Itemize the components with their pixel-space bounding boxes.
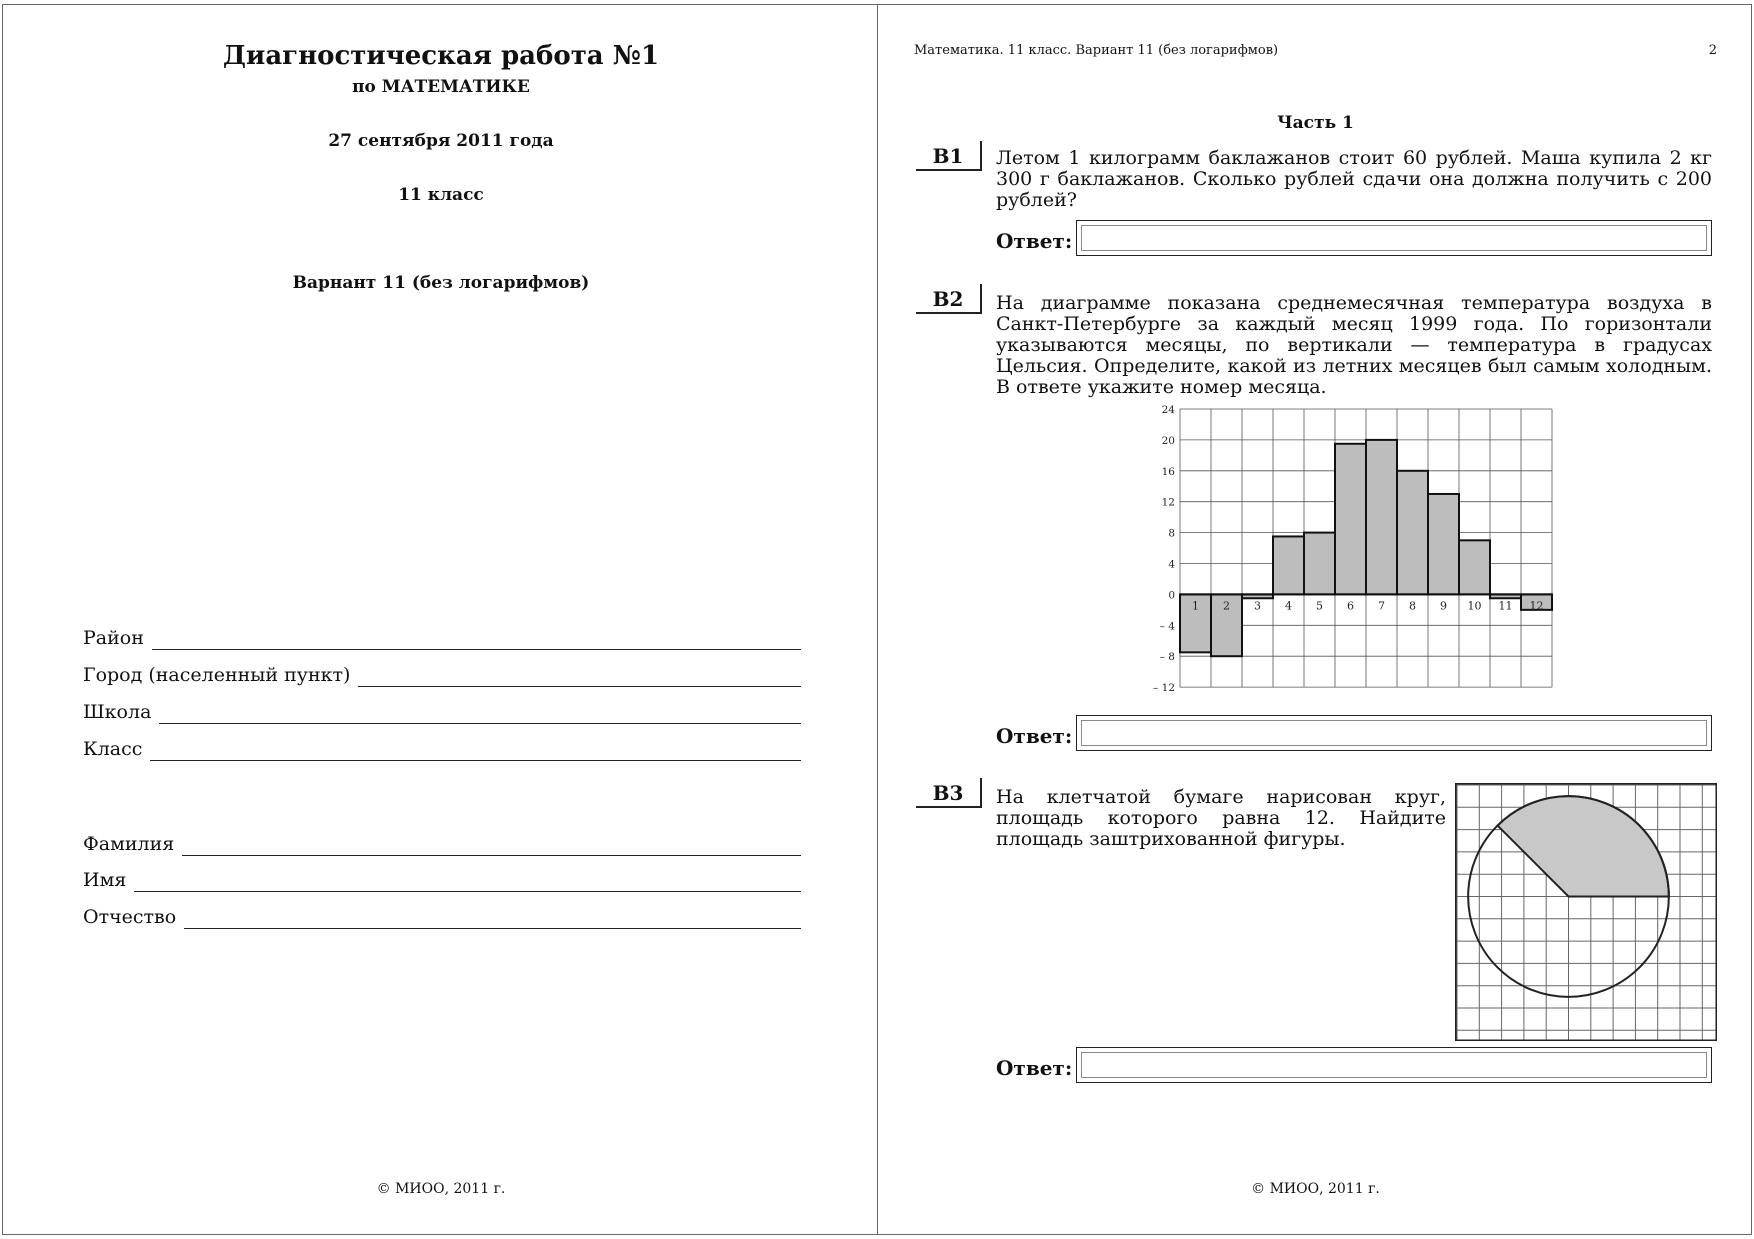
x-tick-label: 9 bbox=[1440, 599, 1447, 613]
document-title: Диагностическая работа №1 bbox=[222, 41, 660, 71]
chart-bar-month-10 bbox=[1459, 540, 1490, 594]
answer-box-b1[interactable] bbox=[1076, 220, 1712, 256]
answer-label-b1: Ответ: bbox=[996, 229, 1073, 253]
field-label: Школа bbox=[83, 701, 152, 723]
field-district[interactable] bbox=[83, 621, 801, 651]
y-tick-label: – 4 bbox=[1159, 620, 1175, 633]
chart-bar-month-9 bbox=[1428, 494, 1459, 594]
y-tick-label: 24 bbox=[1161, 404, 1175, 416]
field-line[interactable] bbox=[134, 890, 801, 892]
field-label: Отчество bbox=[83, 906, 177, 928]
copyright-footer-right: © МИОО, 2011 г. bbox=[1251, 1181, 1380, 1197]
x-tick-label: 3 bbox=[1254, 599, 1261, 613]
x-tick-label: 1 bbox=[1192, 599, 1199, 613]
y-tick-label: 4 bbox=[1168, 558, 1175, 571]
field-patronymic[interactable] bbox=[83, 900, 801, 930]
document-grade: 11 класс bbox=[398, 185, 484, 205]
x-tick-label: 10 bbox=[1467, 599, 1482, 613]
running-header: Математика. 11 класс. Вариант 11 (без логарифмов) bbox=[914, 43, 1279, 58]
copyright-footer: © МИОО, 2011 г. bbox=[376, 1181, 506, 1197]
document-date: 27 сентября 2011 года bbox=[328, 131, 554, 151]
question-label-b2: B2 bbox=[916, 284, 982, 314]
field-label: Имя bbox=[83, 869, 127, 891]
chart-y-tick-labels bbox=[1153, 404, 1175, 694]
field-line[interactable] bbox=[159, 722, 801, 724]
answer-box-b3[interactable] bbox=[1076, 1047, 1712, 1083]
chart-bar-month-5 bbox=[1304, 533, 1335, 595]
field-line[interactable] bbox=[182, 854, 801, 856]
answer-input-b2[interactable] bbox=[1083, 722, 1707, 746]
page-number: 2 bbox=[1708, 43, 1717, 58]
question-text-b1: Летом 1 килограмм баклажанов стоит 60 рублей. Маша купила 2 кг 300 г баклажанов. Сколько рублей сдачи она должна получить с 200 рублей? bbox=[996, 147, 1712, 211]
x-tick-label: 4 bbox=[1285, 599, 1292, 613]
answer-input-b1[interactable] bbox=[1083, 227, 1707, 251]
field-label: Класс bbox=[83, 738, 143, 760]
y-tick-label: 8 bbox=[1168, 527, 1175, 540]
y-tick-label: – 8 bbox=[1159, 651, 1175, 664]
chart-bar-month-7 bbox=[1366, 440, 1397, 595]
answer-box-b2[interactable] bbox=[1076, 715, 1712, 751]
field-class[interactable] bbox=[83, 732, 801, 762]
field-line[interactable] bbox=[150, 759, 801, 761]
circle-grid-figure bbox=[1455, 783, 1717, 1041]
field-line[interactable] bbox=[358, 685, 801, 687]
y-tick-label: 20 bbox=[1161, 434, 1175, 447]
shaded-sector bbox=[1498, 796, 1669, 896]
question-label-b1: B1 bbox=[916, 141, 982, 171]
part-title: Часть 1 bbox=[1277, 113, 1354, 133]
field-line[interactable] bbox=[184, 927, 801, 929]
question-label-b3: B3 bbox=[916, 778, 982, 808]
field-school[interactable] bbox=[83, 695, 801, 725]
cover-page bbox=[2, 4, 878, 1235]
chart-bar-month-4 bbox=[1273, 536, 1304, 594]
x-tick-label: 6 bbox=[1347, 599, 1354, 613]
chart-x-tick-labels bbox=[1192, 599, 1544, 612]
x-tick-label: 8 bbox=[1409, 599, 1416, 613]
y-tick-label: – 12 bbox=[1153, 682, 1175, 695]
answer-label-b3: Ответ: bbox=[996, 1056, 1073, 1080]
answer-input-b3[interactable] bbox=[1083, 1054, 1707, 1078]
field-label: Район bbox=[83, 627, 144, 649]
document-variant: Варнант 11 (без логарифмов) bbox=[292, 273, 590, 293]
field-line[interactable] bbox=[152, 648, 801, 650]
chart-bar-month-6 bbox=[1335, 444, 1366, 595]
answer-label-b2: Ответ: bbox=[996, 724, 1073, 748]
question-text-b2: На диаграмме показана среднемесячная температура воздуха в Санкт-Петербурге за каждый месяц 1999 года. По горизонтали указываются месяцы, по вертикали — температура в градусах Цельсия. Определите, какой из летних месяцев был самым холодным. В ответе укажите номер месяца. bbox=[996, 292, 1712, 398]
x-tick-label: 12 bbox=[1529, 599, 1544, 613]
question-text-b3: На клетчатой бумаге нарисован круг, площадь которого равна 12. Найдите площадь заштрихованной фигуры. bbox=[996, 786, 1446, 850]
x-tick-label: 7 bbox=[1378, 599, 1385, 613]
document-subtitle: по МАТЕМАТИКЕ bbox=[352, 77, 530, 97]
field-label: Фамилия bbox=[83, 833, 175, 855]
x-tick-label: 5 bbox=[1316, 599, 1323, 613]
x-tick-label: 11 bbox=[1498, 599, 1513, 613]
questions-page bbox=[877, 4, 1752, 1235]
field-name[interactable] bbox=[83, 863, 801, 893]
field-surname[interactable] bbox=[83, 827, 801, 857]
temperature-bar-chart bbox=[1138, 397, 1544, 697]
y-tick-label: 12 bbox=[1161, 496, 1175, 509]
field-city[interactable] bbox=[83, 658, 801, 688]
chart-bar-month-8 bbox=[1397, 471, 1428, 595]
field-label: Город (населенный пункт) bbox=[83, 664, 351, 686]
x-tick-label: 2 bbox=[1223, 599, 1230, 613]
y-tick-label: 0 bbox=[1168, 589, 1175, 602]
y-tick-label: 16 bbox=[1161, 465, 1175, 478]
